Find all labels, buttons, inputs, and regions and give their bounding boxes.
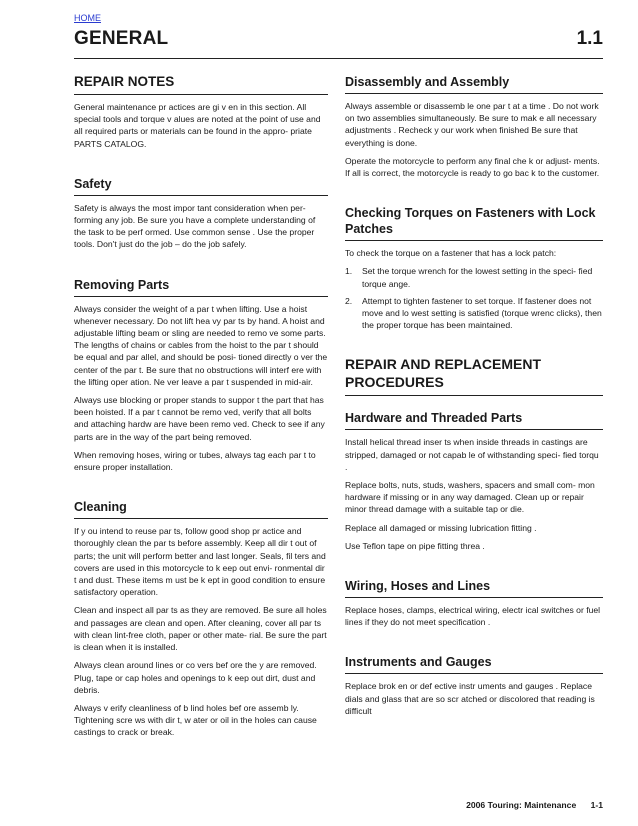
- home-link[interactable]: HOME: [74, 13, 101, 23]
- hardware-text-4: Use Teflon tape on pipe fitting threa .: [345, 540, 485, 551]
- step-text: Attempt to tighten fastener to set torque. If fastener does not move and lo west setting is satisfied (torque wrenc clicks), then the proper torque has been maintained.: [362, 295, 602, 331]
- instruments-heading: Instruments and Gauges: [345, 654, 603, 674]
- section-number: 1.1: [576, 28, 603, 49]
- disassembly-heading: Disassembly and Assembly: [345, 74, 603, 94]
- step-text: Set the torque wrench for the lowest setting in the speci- fied torque ange.: [362, 266, 593, 289]
- wiring-heading: Wiring, Hoses and Lines: [345, 578, 603, 598]
- footer-page-number: 1-1: [590, 800, 603, 810]
- hardware-text-1: Install helical thread inser ts when inside threads in castings are stripped, damaged or not capab le of withstanding speci- fied torqu .: [345, 437, 599, 472]
- page-footer: [466, 800, 603, 810]
- step-item: [345, 265, 603, 289]
- lock-patch-heading: Checking Torques on Fasteners with Lock Patches: [345, 205, 603, 241]
- safety-text: Safety is always the most impor tant consideration when per- forming any job. Be sure you have a complete understanding of the task to be perf ormed. Use common sense . Use the proper tools. Don't just do the job – do the job safely.: [74, 202, 316, 250]
- page-title: GENERAL: [74, 28, 169, 49]
- removing-parts-heading: Removing Parts: [74, 277, 328, 297]
- repair-notes-heading: REPAIR NOTES: [74, 74, 328, 95]
- hardware-text-2: Replace bolts, nuts, studs, washers, spacers and small com- mon hardware if missing or in any way damaged. Clean up or repair minor thread damage with a suitable tap or die.: [345, 480, 595, 515]
- hardware-heading: Hardware and Threaded Parts: [345, 410, 603, 430]
- footer-doc-title: 2006 Touring: Maintenance: [466, 800, 577, 810]
- instruments-text: Replace brok en or def ective instr uments and gauges . Replace dials and glass that are so scr atched or discolored that reading is difficult: [345, 681, 595, 716]
- cleaning-text-3: Always clean around lines or co vers bef ore the y are removed. Plug, tape or cap holes and openings to k eep out dirt, dust and debris.: [74, 660, 317, 695]
- header-rule: [74, 58, 603, 59]
- step-number: 2.: [345, 295, 353, 306]
- step-item: [345, 295, 603, 332]
- repair-notes-text: General maintenance pr actices are gi v en in this section. All special tools and torque v alues are noted at the point of use and all required parts or materials can be found in the appro- priate PARTS CATALOG.: [74, 102, 321, 149]
- safety-heading: Safety: [74, 176, 328, 196]
- cleaning-text-4: Always v erify cleanliness of b lind holes bef ore assemb ly. Tightening scre ws with dir t, w ater or oil in the holes can cause castings to crack or break.: [74, 702, 317, 738]
- hardware-text-3: Replace all damaged or missing lubrication fitting .: [345, 522, 537, 533]
- cleaning-heading: Cleaning: [74, 499, 328, 519]
- right-column: [345, 74, 603, 717]
- removing-parts-text-3: When removing hoses, wiring or tubes, always tag each par t to ensure proper installation.: [74, 449, 316, 473]
- removing-parts-text-2: Always use blocking or proper stands to suppor t the part that has been hoisted. If a par t cannot be remo ved, verify that all bolts and attaching hardw are have been remo ved. Check to see if any parts are in the way of the part being removed.: [74, 395, 325, 442]
- lock-patch-intro: To check the torque on a fastener that has a lock patch:: [345, 248, 557, 259]
- disassembly-text-2: Operate the motorcycle to perform any final che k or adjust- ments. If all is correct, the motorcycle is ready to go bac k to the customer.: [345, 155, 600, 179]
- lock-patch-steps: [345, 265, 603, 331]
- left-column: [74, 74, 328, 739]
- cleaning-text-1: If y ou intend to reuse par ts, follow good shop pr actice and thoroughly clean the par ts before assembly. Keep all dir t out of parts; the unit will perform better and last longer. Seals, fil ters and covers are used in this motorcycle to k eep out envi- ronmental dir t and dust. These items m ust be k ept in good condition to ensure satisfactory operation.: [74, 526, 326, 598]
- step-number: 1.: [345, 266, 353, 277]
- disassembly-text-1: Always assemble or disassemb le one par t at a time . Do not work on two assemblies simultaneously. Be sure to mak e all necessary adjustments . Recheck y our work when finished Be sure that everything is done.: [345, 101, 599, 148]
- repair-replacement-heading: REPAIR AND REPLACEMENT PROCEDURES: [345, 355, 603, 396]
- removing-parts-text-1: Always consider the weight of a par t when lifting. Use a hoist whenever necessary. Do not lift hea vy par ts by hand. A hoist and adjustable lifting beam or sling are needed to remo ve some parts. The lengths of chains or cables from the hoist to the par t should be equal and par allel, and should be posi- tioned directly o ver the center of the par t. Be sure that no obstructions will interf ere with the lifting oper ation. Ne ver leave a par t suspended in mid-air.: [74, 303, 328, 387]
- cleaning-text-2: Clean and inspect all par ts as they are removed. Be sure all holes and passages are clean and open. After cleaning, cover all par ts with clean lint-free cloth, paper or other mate- rial. Be sure the part is clean when it is installed.: [74, 605, 327, 653]
- wiring-text: Replace hoses, clamps, electrical wiring, electr ical switches or fuel lines if they do not meet specification .: [345, 605, 601, 628]
